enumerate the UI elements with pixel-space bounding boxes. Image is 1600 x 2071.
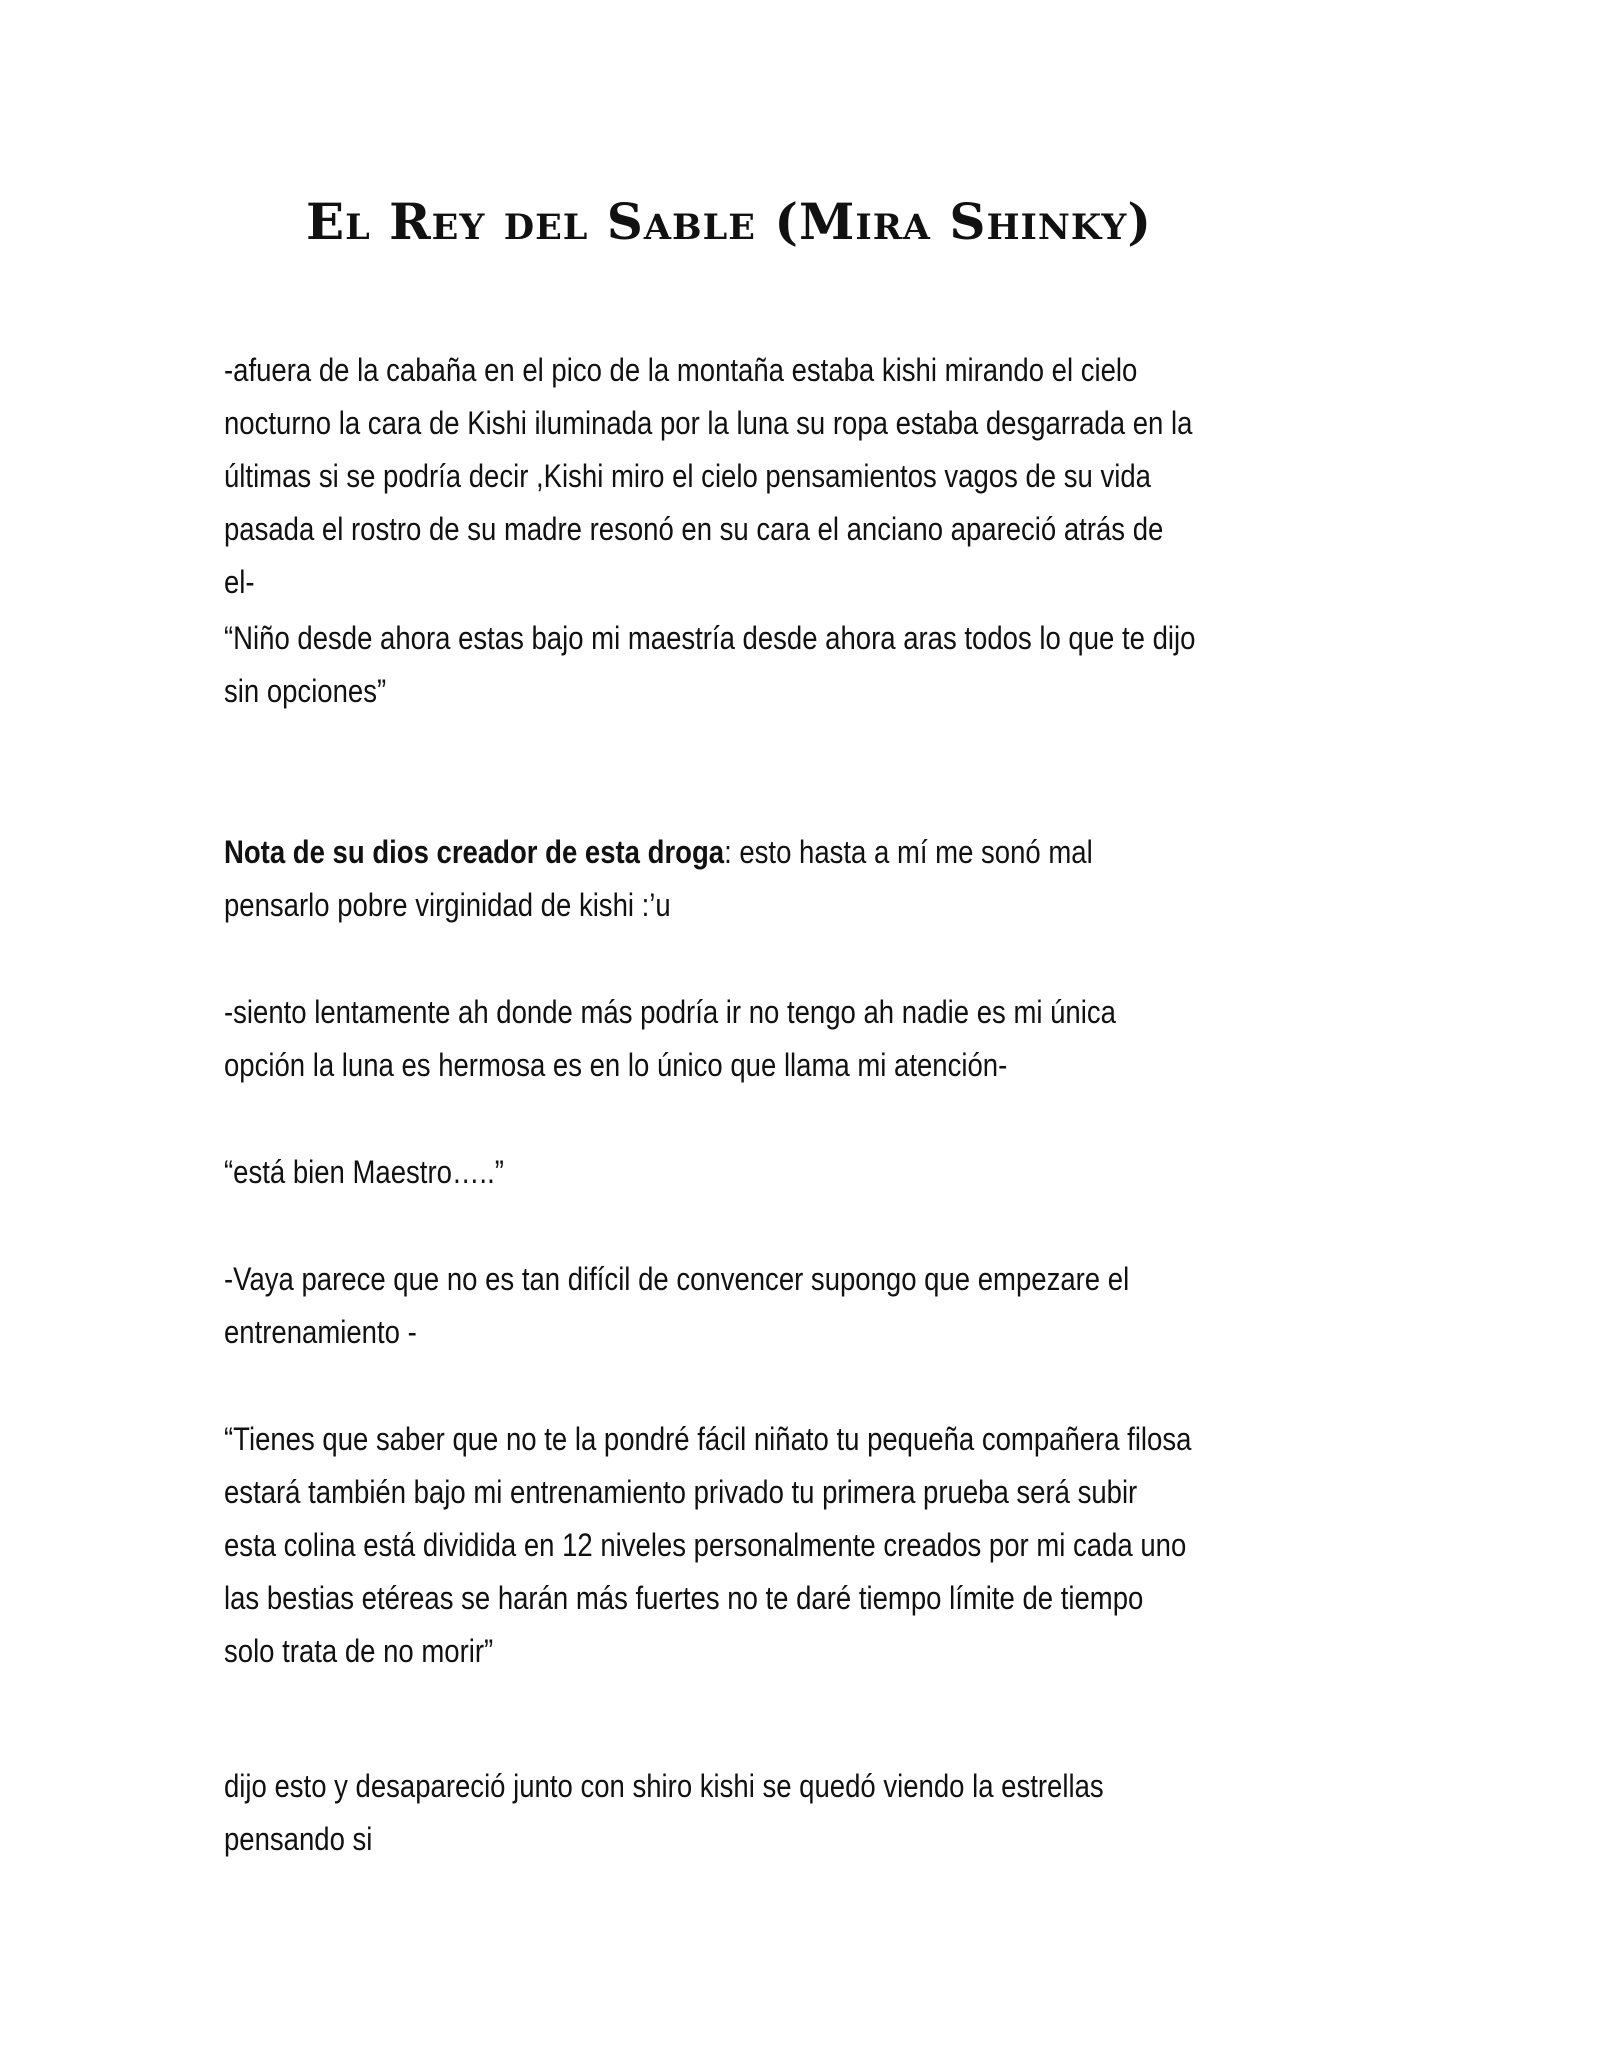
paragraph-narration-4: dijo esto y desapareció junto con shiro kishi se quedó viendo la estrellas pensando si	[224, 1768, 1104, 1857]
paragraph-dialogue-3: “Tienes que saber que no te la pondré fácil niñato tu pequeña compañera filosa estará también bajo mi entrenamiento privado tu primera prueba será subir esta colina está dividida en 12 niveles personalmente creados por mi cada uno las bestias etéreas se harán más fuertes no te daré tiempo límite de tiempo solo trata de no morir”	[224, 1421, 1192, 1669]
paragraph-narration-2: -siento lentamente ah donde más podría ir no tengo ah nadie es mi única opción la luna es hermosa es en lo único que llama mi atención-	[224, 994, 1116, 1083]
paragraph-dialogue-2: “está bien Maestro…..”	[224, 1154, 504, 1190]
paragraph-narration-1: -afuera de la cabaña en el pico de la montaña estaba kishi mirando el cielo nocturno la cara de Kishi iluminada por la luna su ropa estaba desgarrada en la últimas si se podría decir ,Kishi miro el cielo pensamientos vagos de su vida pasada el rostro de su madre resonó en su cara el anciano apareció atrás de el-	[224, 352, 1193, 600]
paragraph-narration-3: -Vaya parece que no es tan difícil de convencer supongo que empezare el entrenamiento -	[224, 1261, 1130, 1350]
paragraph-dialogue-1: “Niño desde ahora estas bajo mi maestría desde ahora aras todos lo que te dijo sin opciones”	[224, 620, 1196, 709]
author-note	[224, 826, 1196, 932]
author-note-text: : esto hasta a mí me sonó mal pensarlo pobre virginidad de kishi :’u	[224, 834, 1093, 923]
author-note-label: Nota de su dios creador de esta droga	[224, 834, 725, 870]
document-title: El Rey del Sable (Mira Shinky)	[306, 192, 1153, 251]
